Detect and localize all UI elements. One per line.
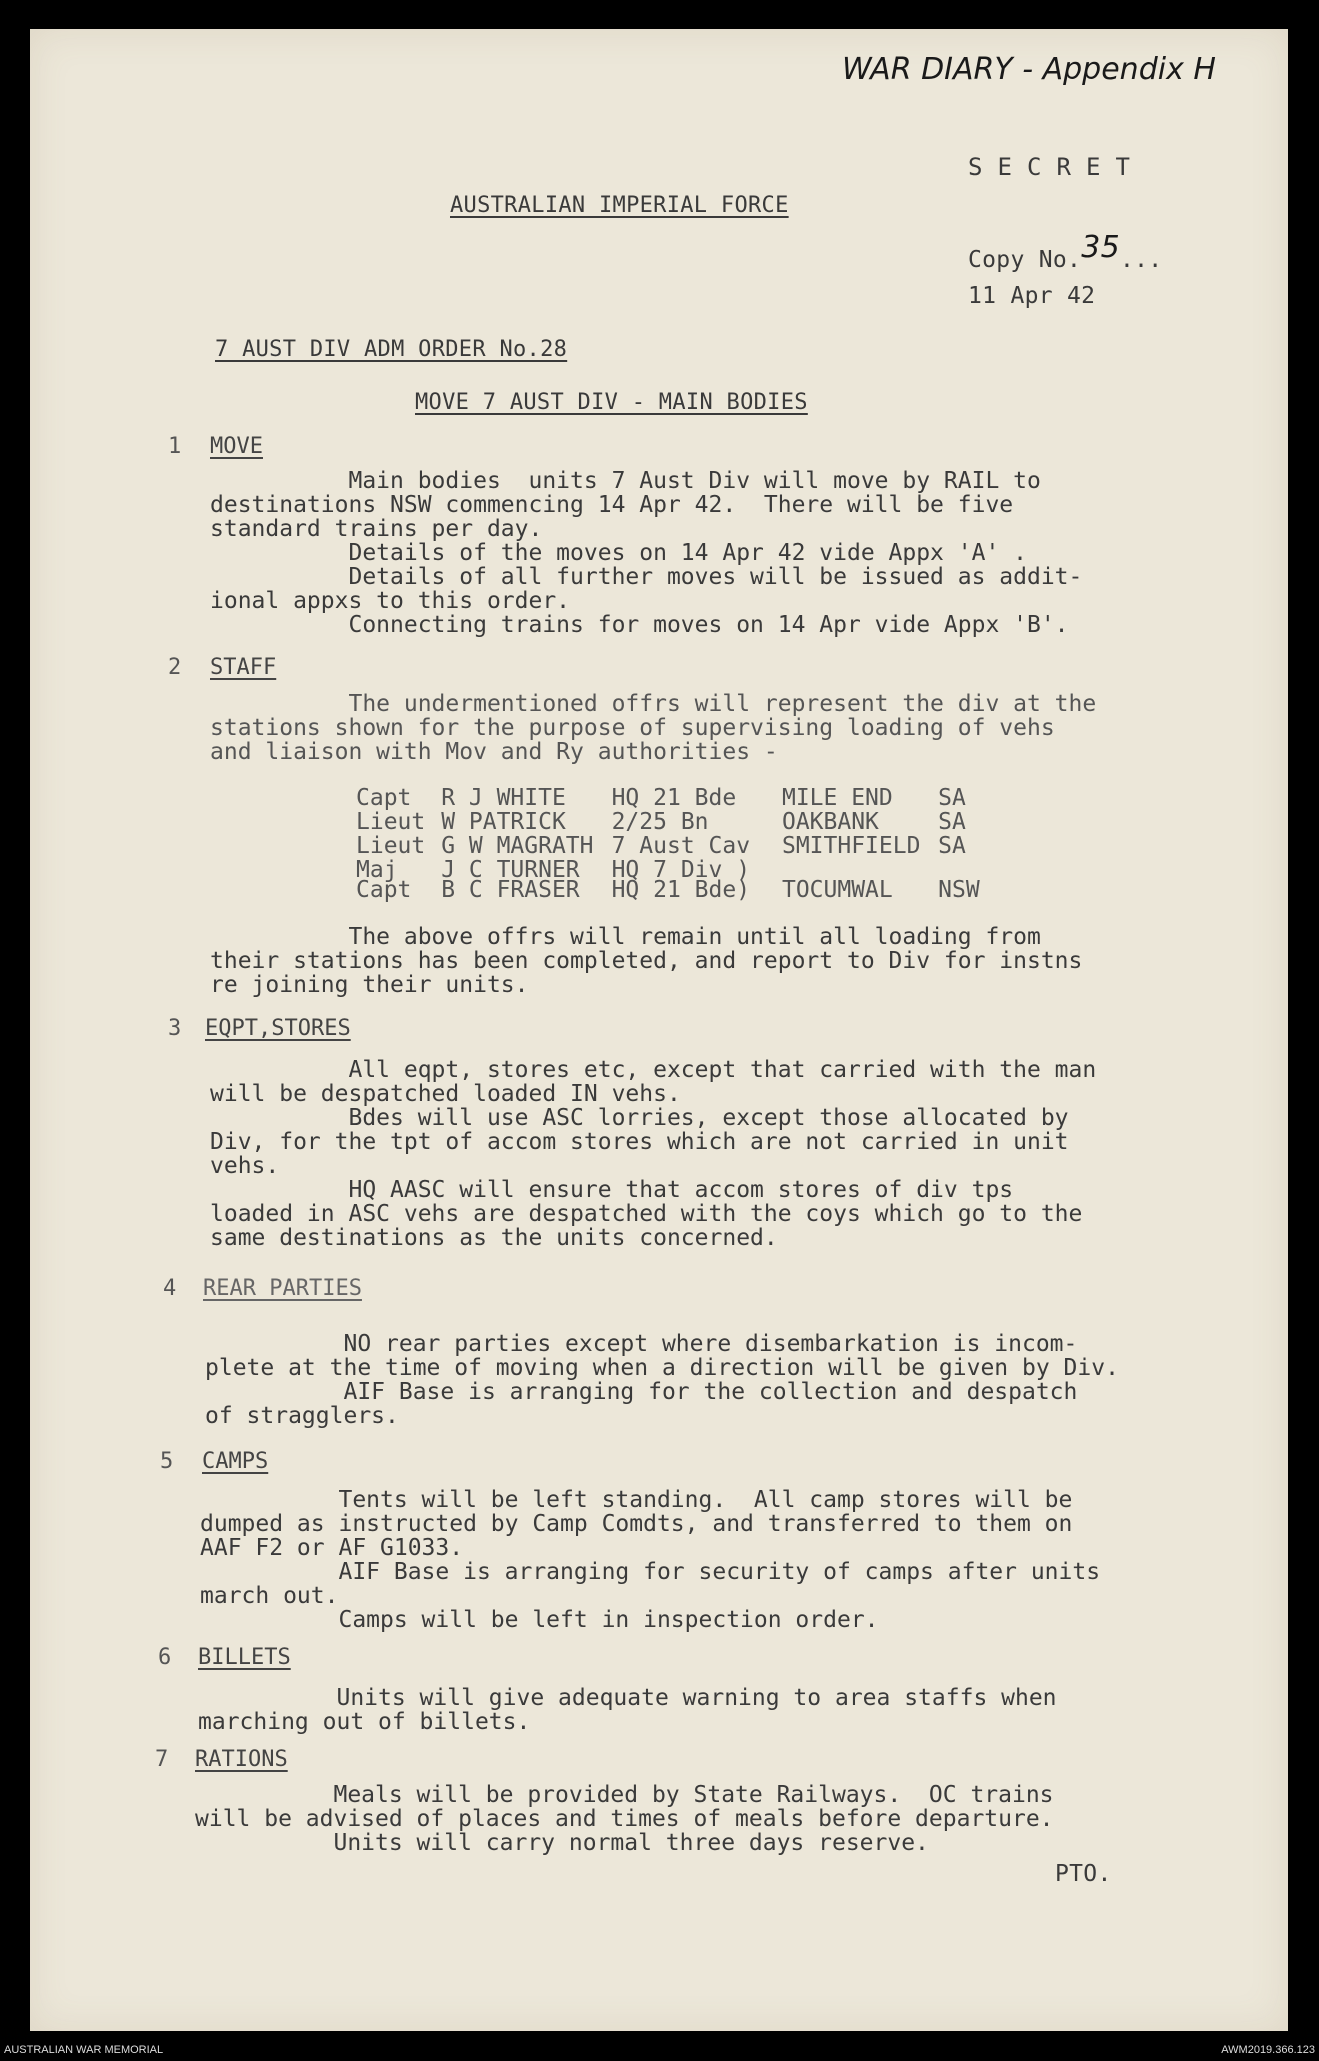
text-line: HQ AASC will ensure that accom stores of div tps xyxy=(210,1177,1014,1203)
staff-table xyxy=(356,786,995,902)
staff-name: G W MAGRATH xyxy=(441,833,594,859)
text-line: their stations has been completed, and report to Div for instns xyxy=(210,948,1083,974)
camps-paragraph xyxy=(200,1488,1100,1632)
text-line: AIF Base is arranging for security of camps after units xyxy=(200,1559,1101,1585)
org-title: AUSTRALIAN IMPERIAL FORCE xyxy=(450,193,789,218)
text-line: re joining their units. xyxy=(210,972,529,998)
staff-name: R J WHITE xyxy=(441,785,566,811)
section-number: 7 xyxy=(155,1747,169,1772)
staff-table-row xyxy=(356,810,995,834)
staff-station: TOCUMWAL xyxy=(781,877,893,903)
text-line: The undermentioned offrs will represent the div at the xyxy=(210,691,1097,717)
staff-state: SA xyxy=(938,785,966,811)
please-turn-over: PTO. xyxy=(1055,1861,1112,1887)
section-heading-rations: RATIONS xyxy=(195,1747,288,1772)
text-line: All eqpt, stores etc, except that carried with the man xyxy=(210,1057,1097,1083)
staff-state: SA xyxy=(938,809,966,835)
staff-unit: HQ 21 Bde) xyxy=(611,877,751,903)
staff-unit: HQ 7 Div ) xyxy=(611,857,751,883)
text-line: loaded in ASC vehs are despatched with the coys which go to the xyxy=(210,1201,1083,1227)
text-line: AAF F2 or AF G1033. xyxy=(200,1535,464,1561)
rations-paragraph xyxy=(195,1783,1054,1855)
section-number: 4 xyxy=(163,1276,177,1301)
staff-rank: Capt xyxy=(356,785,412,811)
staff-state: NSW xyxy=(938,877,980,903)
move-paragraph xyxy=(210,469,1082,637)
section-number: 2 xyxy=(168,655,182,680)
staff-table-row xyxy=(356,878,995,902)
text-line: The above offrs will remain until all loading from xyxy=(210,924,1041,950)
text-line: NO rear parties except where disembarkation is incom- xyxy=(205,1331,1078,1357)
staff-rank: Lieut xyxy=(356,809,426,835)
text-line: Div, for the tpt of accom stores which are not carried in unit xyxy=(210,1129,1069,1155)
staff-table-row xyxy=(356,834,995,858)
text-line: vehs. xyxy=(210,1153,280,1179)
text-line: dumped as instructed by Camp Comdts, and transferred to them on xyxy=(200,1511,1073,1537)
staff-unit: HQ 21 Bde xyxy=(611,785,737,811)
text-line: Details of all further moves will be issued as addit- xyxy=(210,564,1083,590)
section-heading-billets: BILLETS xyxy=(198,1645,291,1670)
text-line: ional appxs to this order. xyxy=(210,588,571,614)
staff-name: W PATRICK xyxy=(441,809,566,835)
text-line: will be despatched loaded IN vehs. xyxy=(210,1081,681,1107)
text-line: Main bodies units 7 Aust Div will move by RAIL to xyxy=(210,468,1041,494)
staff-rank: Lieut xyxy=(356,833,426,859)
staff-table-row xyxy=(356,786,995,810)
staff-unit: 2/25 Bn xyxy=(611,809,709,835)
order-subtitle: MOVE 7 AUST DIV - MAIN BODIES xyxy=(415,390,808,415)
text-line: destinations NSW commencing 14 Apr 42. There will be five xyxy=(210,492,1014,518)
text-line: Details of the moves on 14 Apr 42 vide Appx 'A' . xyxy=(210,540,1027,566)
text-line: Units will carry normal three days reserve. xyxy=(195,1830,929,1856)
staff-station: SMITHFIELD xyxy=(781,833,921,859)
section-number: 5 xyxy=(160,1449,174,1474)
section-number: 6 xyxy=(158,1645,172,1670)
staff-rank: Capt xyxy=(356,877,412,903)
staff-paragraph xyxy=(210,692,1096,764)
text-line: Meals will be provided by State Railways. OC trains xyxy=(195,1782,1054,1808)
text-line: marching out of billets. xyxy=(198,1709,531,1735)
text-line: Connecting trains for moves on 14 Apr vide Appx 'B'. xyxy=(210,612,1069,638)
order-title: 7 AUST DIV ADM ORDER No.28 xyxy=(215,337,568,362)
copy-label: Copy No. xyxy=(968,247,1082,273)
text-line: AIF Base is arranging for the collection and despatch xyxy=(205,1379,1078,1405)
section-number: 1 xyxy=(168,434,182,459)
staff-rank: Maj xyxy=(356,857,398,883)
section-heading-camps: CAMPS xyxy=(202,1449,269,1474)
text-line: will be advised of places and times of meals before departure. xyxy=(195,1806,1054,1832)
section-heading-move: MOVE xyxy=(210,434,263,459)
text-line: plete at the time of moving when a direction will be given by Div. xyxy=(205,1355,1119,1381)
text-line: march out. xyxy=(200,1583,339,1609)
section-heading-rear-parties: REAR PARTIES xyxy=(203,1276,362,1301)
text-line: Units will give adequate warning to area staffs when xyxy=(198,1685,1057,1711)
rear-parties-paragraph xyxy=(205,1332,1119,1428)
text-line: same destinations as the units concerned. xyxy=(210,1225,778,1251)
footer-source: AUSTRALIAN WAR MEMORIAL xyxy=(4,2044,164,2056)
copy-dots: ... xyxy=(1119,247,1163,273)
section-heading-staff: STAFF xyxy=(210,655,277,680)
order-date: 11 Apr 42 xyxy=(968,283,1096,309)
staff-state: SA xyxy=(938,833,966,859)
text-line: and liaison with Mov and Ry authorities - xyxy=(210,739,778,765)
text-line: Bdes will use ASC lorries, except those allocated by xyxy=(210,1105,1069,1131)
eqpt-paragraph xyxy=(210,1058,1096,1250)
staff-station: MILE END xyxy=(781,785,893,811)
text-line: standard trains per day. xyxy=(210,516,543,542)
copy-number: 35 xyxy=(1081,230,1120,265)
section-number: 3 xyxy=(168,1016,182,1041)
staff-name: J C TURNER xyxy=(441,857,580,883)
billets-paragraph xyxy=(198,1686,1057,1734)
text-line: Camps will be left in inspection order. xyxy=(200,1607,879,1633)
classification-marking: S E C R E T xyxy=(968,153,1131,181)
text-line: stations shown for the purpose of supervising loading of vehs xyxy=(210,715,1055,741)
section-heading-eqpt: EQPT,STORES xyxy=(205,1016,351,1041)
staff-paragraph-2 xyxy=(210,925,1082,997)
text-line: of stragglers. xyxy=(205,1403,399,1429)
staff-unit: 7 Aust Cav xyxy=(611,833,751,859)
staff-name: B C FRASER xyxy=(441,877,580,903)
copy-number-line xyxy=(968,230,1163,273)
footer-reference: AWM2019.366.123 xyxy=(1221,2044,1315,2056)
staff-station: OAKBANK xyxy=(781,809,879,835)
text-line: Tents will be left standing. All camp stores will be xyxy=(200,1487,1073,1513)
handwritten-title: WAR DIARY - Appendix H xyxy=(842,52,1216,87)
